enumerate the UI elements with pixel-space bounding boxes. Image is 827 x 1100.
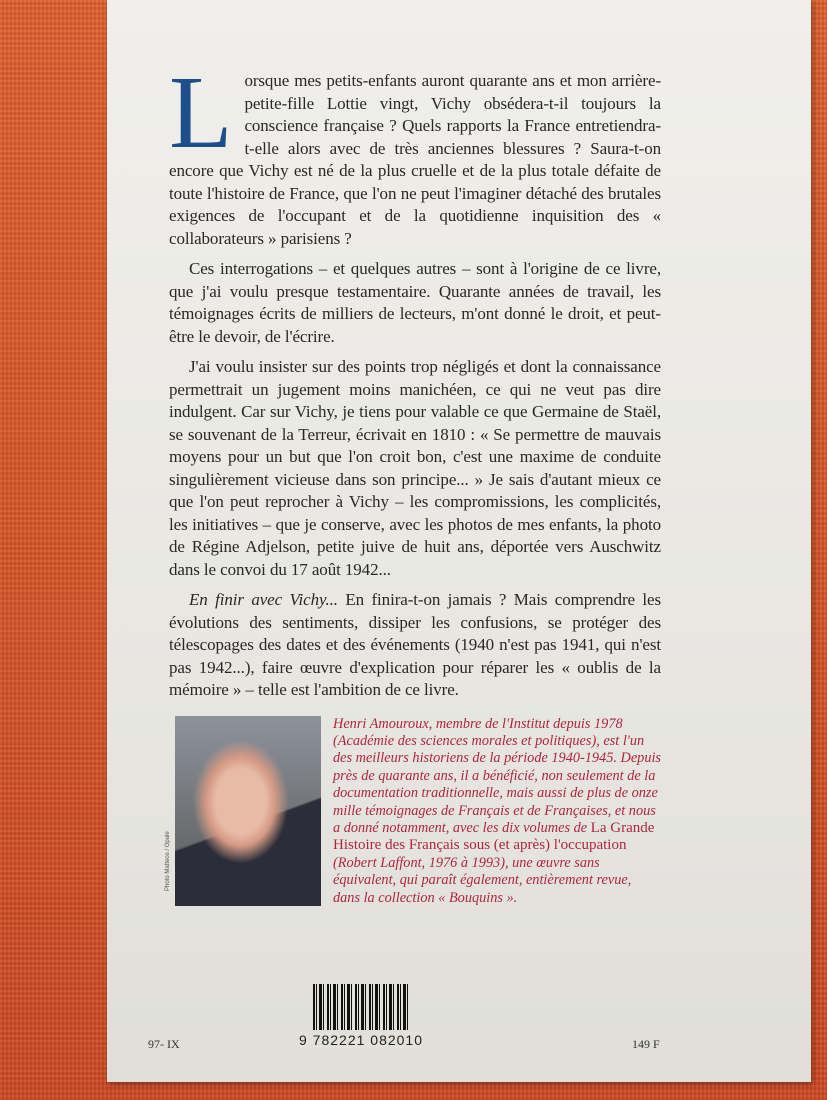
- paragraph-1: [169, 55, 661, 250]
- photo-credit: Photo Matteos / Opale: [165, 830, 171, 891]
- bio-text-2: (Robert Laffont, 1976 à 1993), une œuvre sans équivalent, qui paraît également, entièrement revue, dans la collection « Bouquins ».: [333, 854, 632, 906]
- book-title: En finir avec Vichy...: [189, 590, 338, 609]
- barcode: [313, 984, 411, 1030]
- paragraph-4: [169, 589, 661, 702]
- blurb-text: [169, 55, 661, 702]
- author-section: [165, 715, 661, 907]
- isbn-number: 9 782221 082010: [299, 1032, 423, 1048]
- price: 149 F: [632, 1037, 660, 1051]
- cover-content: [165, 55, 661, 907]
- bio-series-title: La Grande Histoire des Français sous (et après) l'occupation: [333, 819, 655, 854]
- paragraph-4-text: En finira-t-on jamais ? Mais comprendre les évolutions des sentiments, dissiper les confusions, se protéger des télescopages des dates et des événements (1940 n'est pas 1941, qui n'est pas 1942...), faire œuvre d'explication pour réparer les « oublis de la mémoire » – telle est l'ambition de ce livre.: [169, 590, 661, 699]
- bio-text-1: Henri Amouroux, membre de l'Institut depuis 1978 (Académie des sciences morales et politiques), est l'un des meilleurs historiens de la période 1940-1945. Depuis près de quarante ans, il a bénéficié, non seulement de la documentation traditionnelle, mais aussi de plus de onze mille témoignages de Français et de Françaises, et nous a donné notamment, avec les dix volumes de: [333, 715, 661, 836]
- paragraph-1-text: orsque mes petits-enfants auront quarante ans et mon arrière-petite-fille Lottie vingt, Vichy obsédera-t-il toujours la conscience française ? Quels rapports la France entretiendra-t-elle alors avec de très anciennes blessures ? Saura-t-on encore que Vichy est né de la plus cruelle et de la plus totale défaite de toute l'histoire de France, que l'on ne peut l'imaginer détaché des brutales exigences de l'occupant et de la quotidienne inquisition des « collaborateurs » parisiens ?: [169, 71, 661, 248]
- book-back-cover: [107, 0, 811, 1082]
- author-bio: [333, 716, 661, 907]
- drop-cap: L: [169, 55, 233, 170]
- paragraph-3: J'ai voulu insister sur des points trop négligés et dont la connaissance permettrait un jugement moins manichéen, ce qui ne veut pas dire indulgent. Car sur Vichy, je tiens pour valable ce que Germaine de Staël, se souvenant de la Terreur, écrivait en 1810 : « Se permettre de mauvais moyens pour un but que l'on croit bon, c'est une maxime de conduite singulièrement vicieuse dans son principe... » Je sais d'autant mieux ce que l'on peut reprocher à Vichy – les compromissions, les complicités, les initiatives – que je conserve, avec les photos de mes enfants, la photo de Régine Adjelson, petite juive de huit ans, déportée vers Auschwitz dans le convoi du 17 août 1942...: [169, 357, 661, 579]
- paragraph-2: Ces interrogations – et quelques autres – sont à l'origine de ce livre, que j'ai voulu presque testamentaire. Quarante années de travail, les témoignages écrits de milliers de lecteurs, m'ont donné le droit, et peut-être le devoir, de l'écrire.: [169, 259, 661, 346]
- edition-code: 97- IX: [148, 1037, 180, 1051]
- author-photo: [165, 716, 321, 906]
